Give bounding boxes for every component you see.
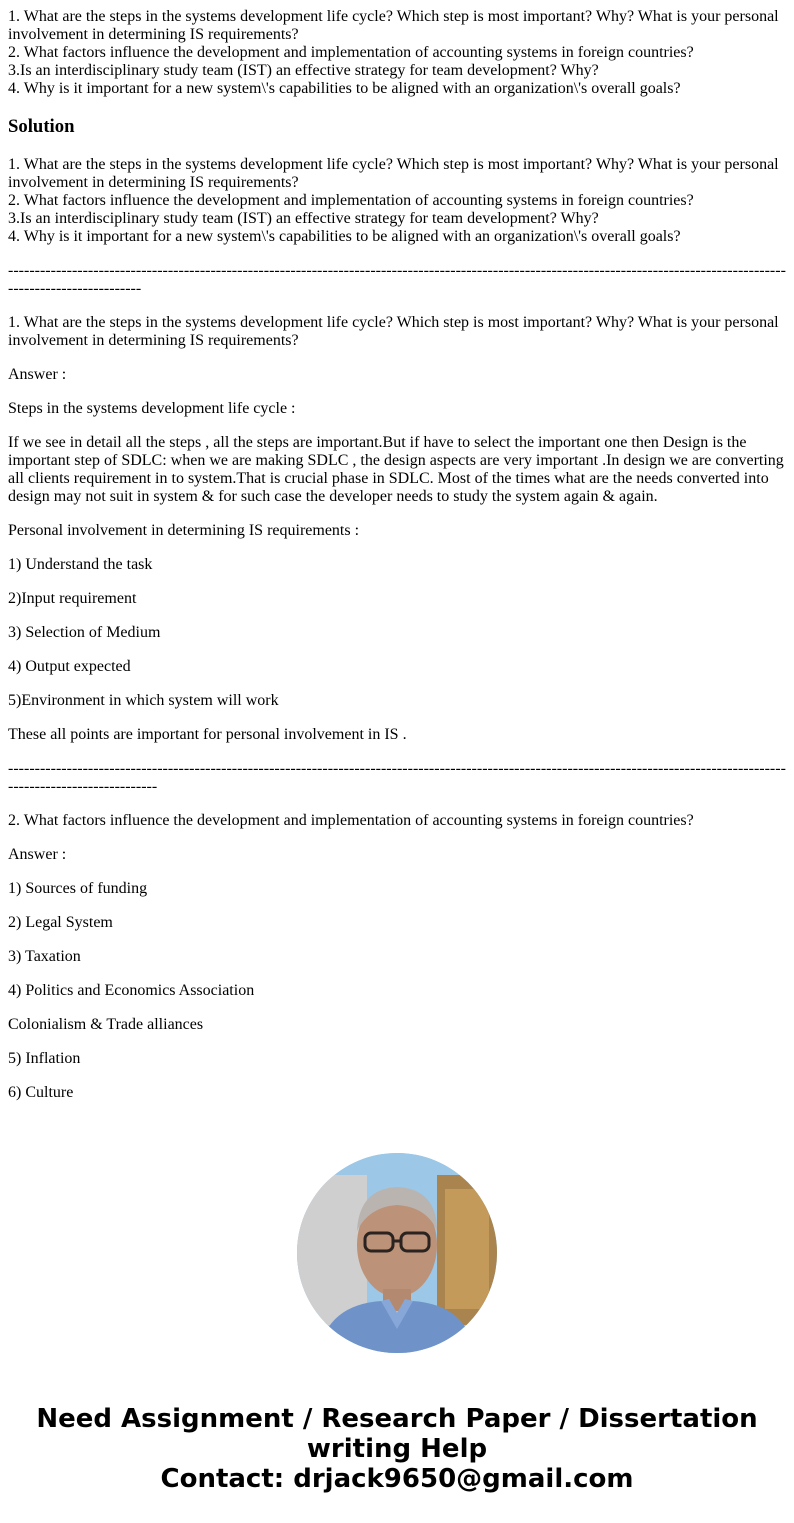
- section1-closing: These all points are important for personal involvement in IS .: [8, 726, 407, 743]
- solution-question-3: 3.Is an interdisciplinary study team (IST) an effective strategy for team development? Why?: [8, 210, 599, 227]
- list-item: 3) Selection of Medium: [8, 624, 161, 641]
- solution-heading: Solution: [8, 116, 75, 137]
- solution-question-list: [8, 156, 786, 246]
- section1-body: If we see in detail all the steps , all the steps are important.But if have to select the important one then Design is the important step of SDLC: when we are making SDLC , the design aspects are very important .In design we are converting all clients requirement in to system.That is crucial phase in SDLC. Most of the times what are the needs converted into design may not suit in system & for such case the developer needs to study the system again & again.: [8, 434, 784, 505]
- list-item: Colonialism & Trade alliances: [8, 1016, 204, 1033]
- question-3: 3.Is an interdisciplinary study team (IST) an effective strategy for team development? Why?: [8, 62, 599, 79]
- person-photo-icon: [297, 1153, 497, 1353]
- list-item: 5) Inflation: [8, 1050, 81, 1067]
- list-item: 5)Environment in which system will work: [8, 692, 279, 709]
- section1-involvement-intro: Personal involvement in determining IS requirements :: [8, 522, 360, 539]
- list-item: 6) Culture: [8, 1084, 74, 1101]
- divider-line: ---------------------------------------------------------------------------------------------------------------------------------------------------------------------------: [8, 262, 786, 297]
- question-list: [8, 8, 786, 98]
- section1-steps-intro: Steps in the systems development life cycle :: [8, 400, 296, 417]
- document-content: [8, 8, 786, 1102]
- solution-question-2: 2. What factors influence the development and implementation of accounting systems in foreign countries?: [8, 192, 694, 209]
- question-4: 4. Why is it important for a new system\'s capabilities to be aligned with an organization\'s overall goals?: [8, 80, 681, 97]
- list-item: 1) Sources of funding: [8, 880, 148, 897]
- section2-question: 2. What factors influence the development and implementation of accounting systems in foreign countries?: [8, 812, 694, 829]
- section2-answer-label: Answer :: [8, 846, 67, 863]
- list-item: 4) Politics and Economics Association: [8, 982, 255, 999]
- question-1: 1. What are the steps in the systems development life cycle? Which step is most important? Why? What is your personal involvement in determining IS requirements?: [8, 8, 779, 43]
- promo-line-2: writing Help: [306, 1434, 488, 1464]
- section1-question: 1. What are the steps in the systems development life cycle? Which step is most important? Why? What is your personal involvement in determining IS requirements?: [8, 314, 779, 349]
- divider-line: ------------------------------------------------------------------------------------------------------------------------------------------------------------------------------: [8, 760, 786, 795]
- promo-contact[interactable]: Contact: drjack9650@gmail.com: [160, 1464, 634, 1494]
- solution-question-1: 1. What are the steps in the systems development life cycle? Which step is most important? Why? What is your personal involvement in determining IS requirements?: [8, 156, 779, 191]
- list-item: 2) Legal System: [8, 914, 113, 931]
- solution-question-4: 4. Why is it important for a new system\'s capabilities to be aligned with an organization\'s overall goals?: [8, 228, 681, 245]
- list-item: 3) Taxation: [8, 948, 81, 965]
- question-2: 2. What factors influence the development and implementation of accounting systems in foreign countries?: [8, 44, 694, 61]
- list-item: 4) Output expected: [8, 658, 131, 675]
- list-item: 1) Understand the task: [8, 556, 153, 573]
- avatar: [297, 1153, 497, 1353]
- section1-answer-label: Answer :: [8, 366, 67, 383]
- list-item: 2)Input requirement: [8, 590, 137, 607]
- promo-line-1: Need Assignment / Research Paper / Dissertation: [36, 1404, 758, 1434]
- promo-banner: [0, 1404, 794, 1494]
